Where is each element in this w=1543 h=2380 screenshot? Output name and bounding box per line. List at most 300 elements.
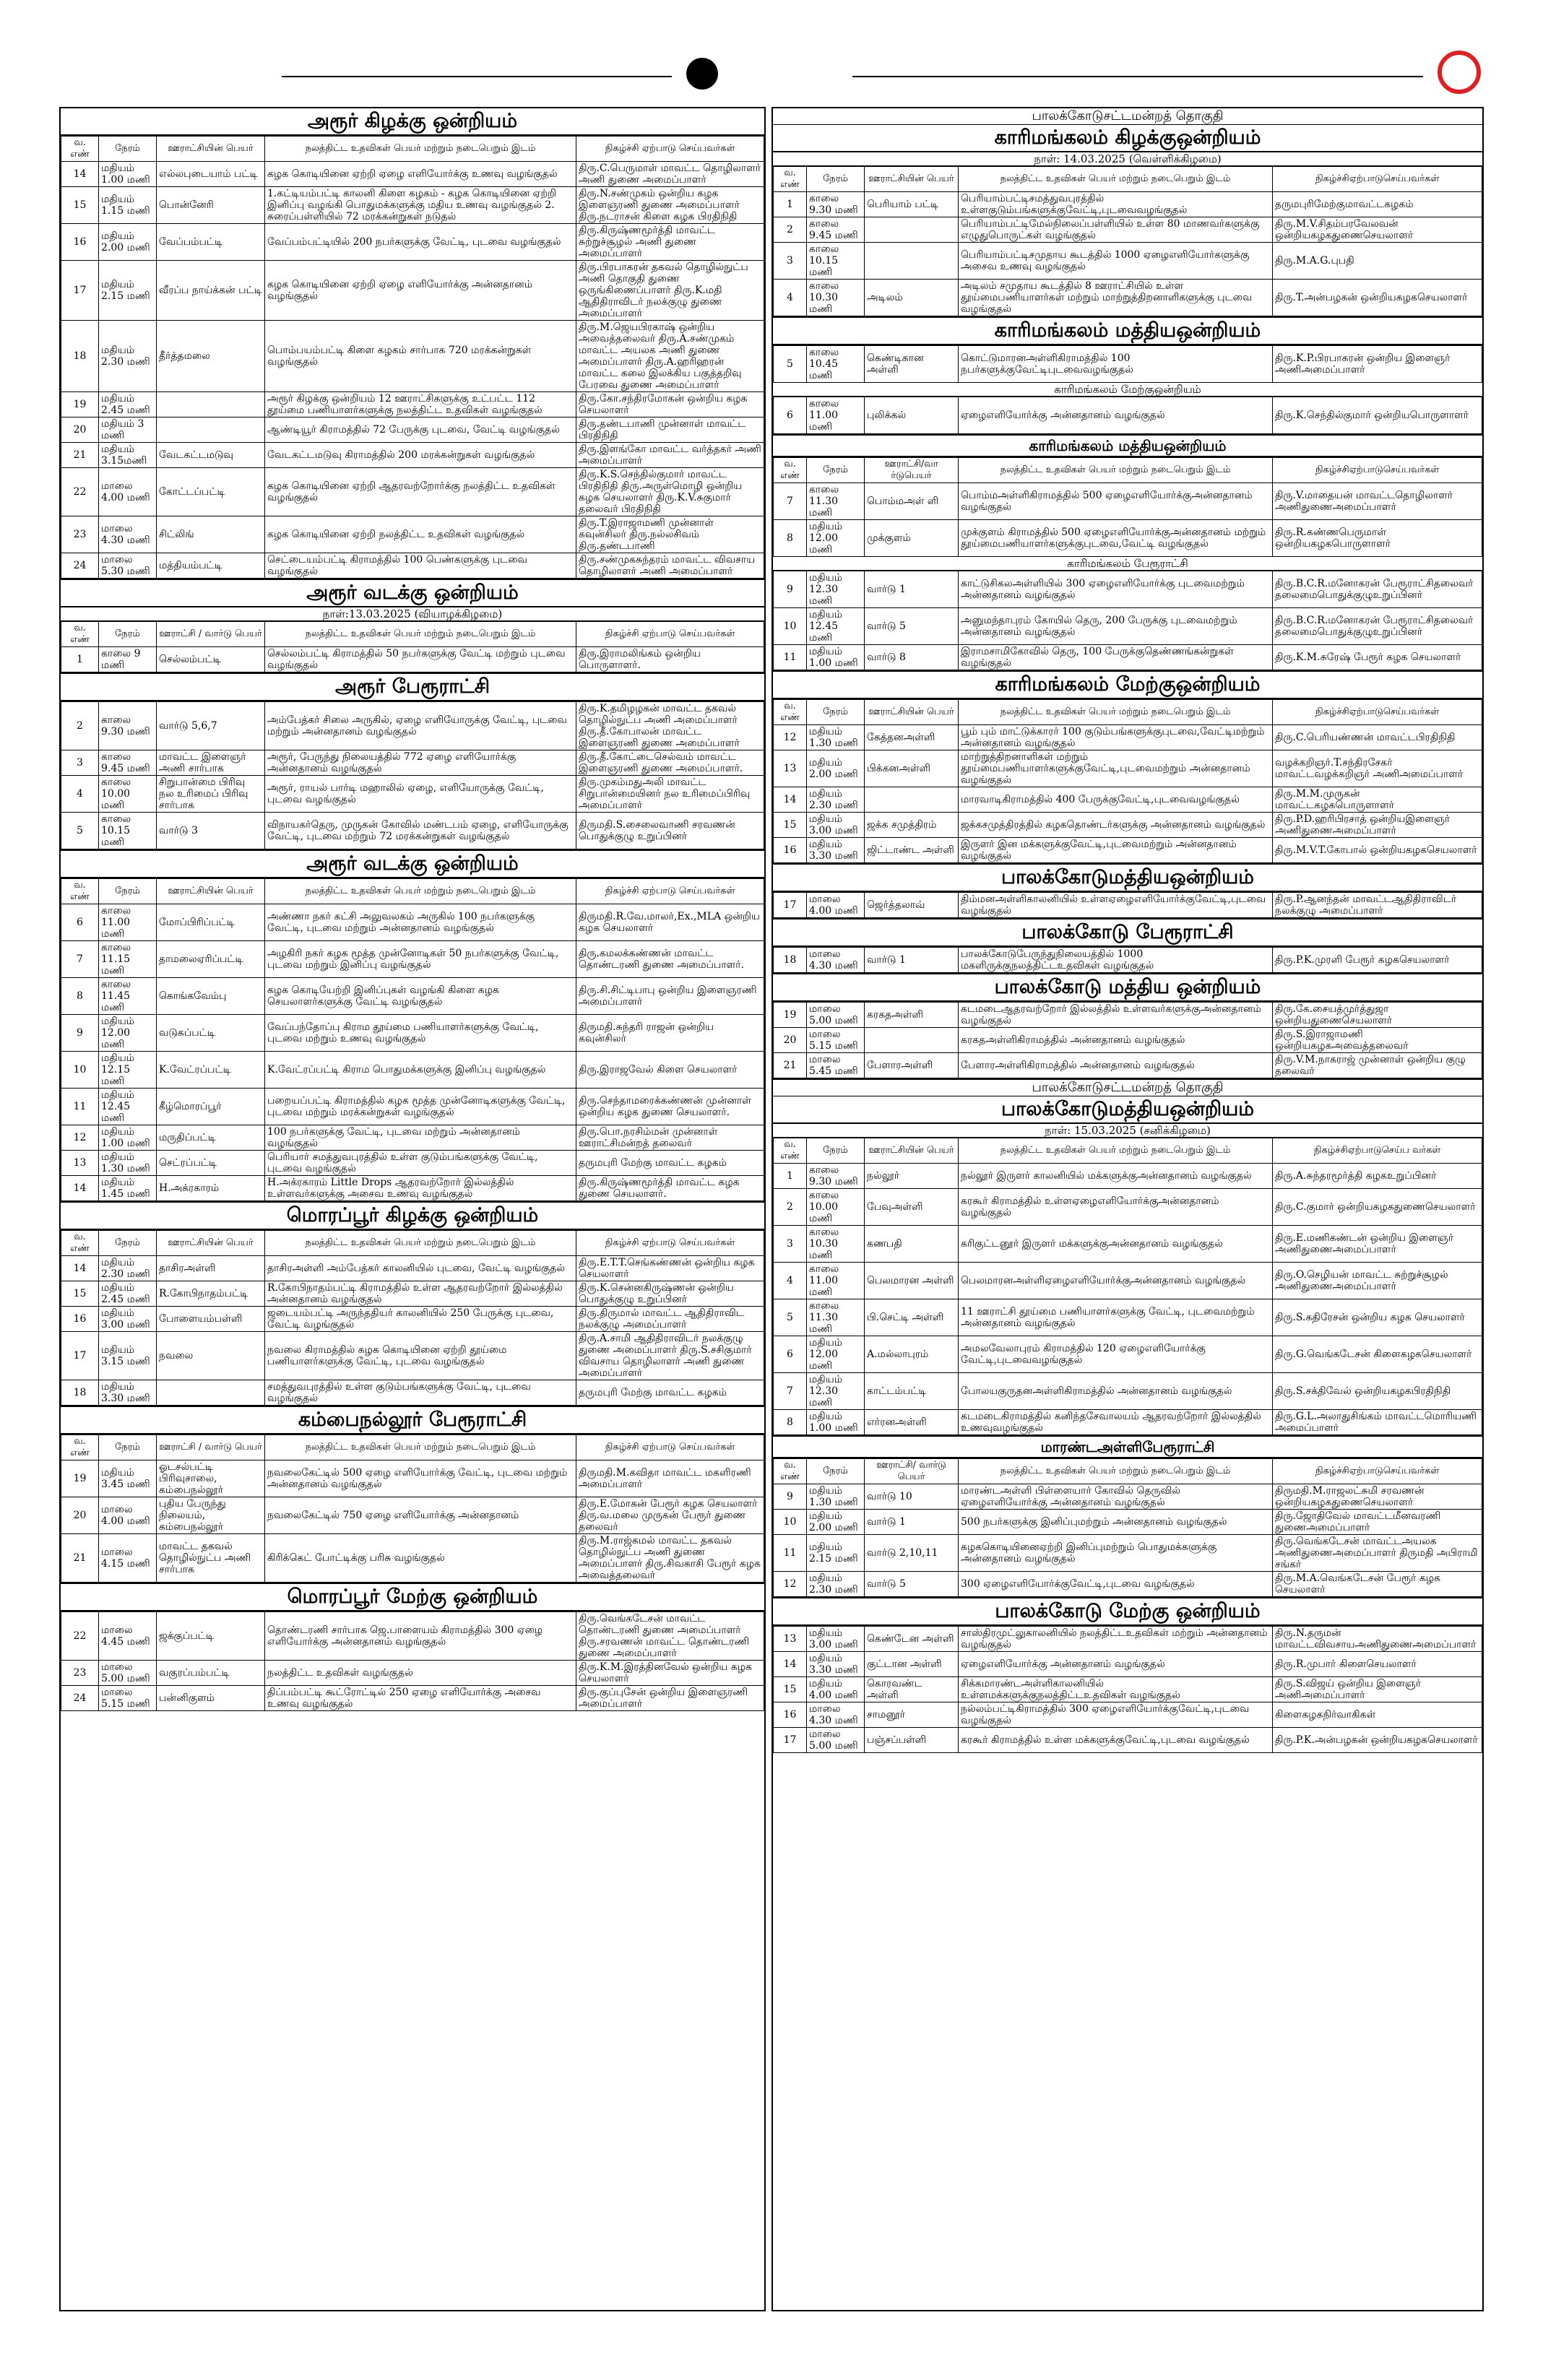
table-cell: திரு.கமலக்கண்ணன் மாவட்ட தொண்டரணி துணை அமைப்பாளர். xyxy=(576,941,764,978)
table-cell: R.கோபிநாதம்பட்டி கிராமத்தில் உள்ள ஆதரவற்றோர் இல்லத்தில் அன்னதானம் வழங்குதல் xyxy=(265,1281,576,1307)
table-cell: 2 xyxy=(774,217,807,243)
date-line: நாள்:13.03.2025 (வியாழக்கிழமை) xyxy=(61,607,764,621)
table-cell: மதியம் 3 மணி xyxy=(99,417,157,443)
column-header: நலத்திட்ட உதவிகள் பெயர் மற்றும் நடைபெறும் இடம் xyxy=(959,1459,1273,1484)
table-cell: 9 xyxy=(61,1015,99,1052)
table-row xyxy=(774,1164,1482,1189)
section xyxy=(773,670,1482,863)
schedule-table xyxy=(61,621,764,672)
table-cell: தாசிரஅள்ளி xyxy=(157,1256,265,1281)
section-title: அரூர் கிழக்கு ஒன்றியம் xyxy=(61,108,764,136)
table-cell: காலை 10.15 மணி xyxy=(99,813,157,849)
table-cell: 13 xyxy=(774,750,807,787)
table-cell: திருமதி.R.வே.மாலர்,Ex.,MLA ஒன்றிய கழக செயலாளர் xyxy=(576,904,764,941)
table-cell: கரகூர் கிராமத்தில் உள்ள மக்களுக்குவேட்டி,புடவை வழங்குதல் xyxy=(959,1728,1273,1753)
table-row xyxy=(61,1281,764,1307)
table-cell: காலை 9 மணி xyxy=(99,647,157,672)
table-cell: சிக்கமாரண்டஅள்ளிகாலனியில் உள்ளமக்களுக்குநலத்திட்டஉதவிகள் வழங்குதல் xyxy=(959,1677,1273,1702)
table-cell xyxy=(865,787,959,813)
schedule-table xyxy=(61,701,764,849)
table-cell: மதியம் 3.00 மணி xyxy=(807,813,865,838)
table-cell: எர்ரனஅள்ளி xyxy=(865,1410,959,1435)
table-cell: கரகதஅள்ளி xyxy=(865,1003,959,1028)
section-title: அரூர் வடக்கு ஒன்றியம் xyxy=(61,851,764,878)
table-cell: 11 ஊராட்சி தூய்மை பணியாளர்களுக்கு வேட்டி, புடவைமற்றும் அன்னதானம் வழங்குதல் xyxy=(959,1299,1273,1336)
table-cell: வேப்பம்பட்டியில் 200 நபர்களுக்கு வேட்டி, புடவை வழங்குதல் xyxy=(265,224,576,261)
table-cell: மதியம் 3.15 மணி xyxy=(99,1332,157,1380)
table-cell: காலை 10.45 மணி xyxy=(807,346,865,383)
table-cell: மதியம் 2.15 மணி xyxy=(807,1535,865,1572)
table-cell: புதிய பேருந்து நிலையம், கம்பைநல்லூர் xyxy=(157,1497,265,1534)
table-cell xyxy=(157,392,265,417)
table-cell: 2 xyxy=(774,1189,807,1226)
section xyxy=(61,579,764,672)
table-row xyxy=(774,838,1482,863)
table-cell: பெலமாரன அள்ளி xyxy=(865,1263,959,1299)
table-cell: போலயகுருதனஅள்ளிகிராமத்தில் அன்னதானம் வழங்குதல் xyxy=(959,1373,1273,1410)
table-cell: கோட்டப்பட்டி xyxy=(157,468,265,516)
table-cell: R.கோபிநாதம்பட்டி xyxy=(157,1281,265,1307)
table-cell: காலை 11.00 மணி xyxy=(99,904,157,941)
table-cell: செட்டையம்பட்டி கிராமத்தில் 100 பெண்களுக்கு புடவை வழங்குதல் xyxy=(265,553,576,579)
table-cell: திரு.K.தமிழழகன் மாவட்ட தகவல் தொழில்நுட்ப அணி அமைப்பாளர் திரு.தீ.கோபாலன் மாவட்ட இளைஞரணி துணை அமைப்பாளர் xyxy=(576,702,764,750)
table-cell: திருமதி.சுந்தரி ராஜன் ஒன்றிய கவுன்சிலர் xyxy=(576,1015,764,1052)
column-header: நிகழ்ச்சி ஏற்பாடு செய்பவர்கள் xyxy=(576,137,764,162)
table-cell: 19 xyxy=(774,1003,807,1028)
table-cell: திரு.தீ.கோட்டைசெல்வம் மாவட்ட இளைஞரணி துணை அமைப்பாளர். xyxy=(576,750,764,776)
table-cell: திரு.O.செழியன் மாவட்ட சுற்றுச்சூழல் அணிதுணைஅமைப்பாளர் xyxy=(1273,1263,1482,1299)
section xyxy=(773,316,1482,434)
subsection-title: காரிமங்கலம் மேற்குஒன்றியம் xyxy=(773,383,1482,397)
section xyxy=(61,1201,764,1406)
schedule-table xyxy=(773,345,1482,383)
table-row xyxy=(61,1176,764,1201)
column-header: ஊராட்சி / வார்டு பெயர் xyxy=(157,622,265,647)
column-header: நிகழ்ச்சி ஏற்பாடு செய்பவர்கள் xyxy=(576,879,764,904)
table-cell: தீர்த்தமலை xyxy=(157,321,265,392)
table-cell: போளையம்பள்ளி xyxy=(157,1307,265,1332)
section xyxy=(773,1597,1482,1753)
table-cell: 5 xyxy=(61,813,99,849)
table-cell: திரு.குப்புசேன் ஒன்றிய இளைஞரணி அமைப்பாளர் xyxy=(576,1686,764,1711)
table-cell: 23 xyxy=(61,516,99,553)
table-cell: 100 நபர்களுக்கு வேட்டி, புடவை மற்றும் அன்னதானம் வழங்குதல் xyxy=(265,1125,576,1151)
table-cell: திரு.M.V.T.கோபால் ஒன்றியகழகசெயலாளர் xyxy=(1273,838,1482,863)
table-cell: மருதிப்பட்டி xyxy=(157,1125,265,1151)
column-header: வ. எண் xyxy=(774,1138,807,1164)
table-cell: 1 xyxy=(774,192,807,217)
table-cell: 21 xyxy=(774,1053,807,1078)
table-cell: மாலை 4.45 மணி xyxy=(99,1612,157,1661)
table-cell: 17 xyxy=(61,261,99,321)
table-cell: 16 xyxy=(774,1702,807,1728)
column-header: வ. எண் xyxy=(61,1435,99,1461)
table-cell: அம்பேத்கர் சிலை அருகில், ஏழை எளியோருக்கு வேட்டி, புடவை மற்றும் அன்னதானம் வழங்குதல் xyxy=(265,702,576,750)
table-cell: மதியம் 2.00 மணி xyxy=(99,224,157,261)
table-cell: கழககொடியினைஏற்றி இனிப்புமற்றும் பொதுமக்களுக்கு அன்னதானம் வழங்குதல் xyxy=(959,1535,1273,1572)
table-cell: திரு.K.செந்தில்குமார் ஒன்றியபொருளாளர் xyxy=(1273,397,1482,434)
section-title: காரிமங்கலம் கிழக்குஒன்றியம் xyxy=(773,125,1482,152)
table-cell: ஜெர்த்தலாவ் xyxy=(865,893,959,918)
table-row xyxy=(61,813,764,849)
column-header: நேரம் xyxy=(99,137,157,162)
table-cell: காலை 9.45 மணி xyxy=(99,750,157,776)
table-cell: திரு.P.K.அன்பழகன் ஒன்றியகழகசெயலாளர் xyxy=(1273,1728,1482,1753)
table-cell: நல்லூர் இருளர் காலனியில் மக்களுக்குஅன்னதானம் வழங்குதல் xyxy=(959,1164,1273,1189)
table-cell: மாலை 5.00 மணி xyxy=(807,1728,865,1753)
table-cell: காட்டுசிகலஅள்ளியில் 300 ஏழைஎளியோர்க்கு புடவைமற்றும் அன்னதானம் வழங்குதல் xyxy=(959,571,1273,608)
section xyxy=(61,849,764,1201)
table-cell: பிக்கனஅள்ளி xyxy=(865,750,959,787)
section-title: மொரப்பூர் மேற்கு ஒன்றியம் xyxy=(61,1584,764,1611)
table-cell: செல்லம்பட்டி கிராமத்தில் 50 நபர்களுக்கு வேட்டி மற்றும் புடவை வழங்குதல் xyxy=(265,647,576,672)
table-cell: A.மல்லாபுரம் xyxy=(865,1336,959,1373)
table-cell: 1 xyxy=(61,647,99,672)
schedule-table xyxy=(773,397,1482,434)
column-header: நேரம் xyxy=(807,458,865,483)
schedule-table xyxy=(773,1626,1482,1753)
table-row xyxy=(61,553,764,579)
column-header: வ. எண் xyxy=(61,137,99,162)
table-cell: முக்குளம் கிராமத்தில் 500 ஏழைஎளியோர்க்குஅன்னதானம் மற்றும் தூய்மைபணியாளர்களுக்குபுடவை,வேட்டி வழங்குதல் xyxy=(959,520,1273,557)
table-cell: பெரியாம்பட்டிசமுதாய கூடத்தில் 1000 ஏழைஎளியோர்களுக்கு அசைவ உணவு வழங்குதல் xyxy=(959,243,1273,280)
table-cell: 15 xyxy=(61,187,99,224)
table-cell: காலை 10.30 மணி xyxy=(807,1226,865,1263)
table-cell: H.அக்ரகாரம் Little Drops ஆதரவற்றோர் இல்லத்தில் உள்ளவர்களுக்கு அசைவ உணவு வழங்குதல் xyxy=(265,1176,576,1201)
table-row xyxy=(774,1189,1482,1226)
table-cell: வீரப்ப நாய்க்கன் பட்டி xyxy=(157,261,265,321)
table-cell: 4 xyxy=(61,776,99,813)
table-header-row xyxy=(774,700,1482,725)
section xyxy=(773,434,1482,670)
table-cell: 17 xyxy=(61,1332,99,1380)
section-title: பாலக்கோடு மேற்கு ஒன்றியம் xyxy=(773,1598,1482,1626)
table-row xyxy=(61,941,764,978)
table-row xyxy=(61,1686,764,1711)
table-cell: திப்பம்பட்டி கூட்ரோட்டில் 250 ஏழை எளியோர்க்கு அசைவ உணவு வழங்குதல் xyxy=(265,1686,576,1711)
column-header: நேரம் xyxy=(807,700,865,725)
section-title: பாலக்கோடு மத்திய ஒன்றியம் xyxy=(773,974,1482,1002)
table-row xyxy=(774,1484,1482,1510)
table-cell: அடிலம் சமுதாய கூடத்தில் 8 ஊராட்சியில் உள்ள தூய்மைபணியாளர்கள் மற்றும் மாற்றுத்திறனாளிகளுக்கு புடவை வழங்குதல் xyxy=(959,280,1273,316)
table-cell: கடமடைகிராமத்தில் கனிந்தசேவாலயம் ஆதரவற்றோர் இல்லத்தில் உணவுவழங்குதல் xyxy=(959,1410,1273,1435)
table-cell: திரு.B.C.R.மனோகரன் பேரூராட்சிதலைவர் தலைமைபொதுக்குழுஉறுப்பினர் xyxy=(1273,571,1482,608)
table-row xyxy=(774,1263,1482,1299)
table-cell: மாலை 5.15 மணி xyxy=(807,1028,865,1053)
table-row xyxy=(774,948,1482,973)
table-cell: ஆண்டியூர் கிராமத்தில் 72 பேருக்கு புடவை, வேட்டி வழங்குதல் xyxy=(265,417,576,443)
column-header: நலத்திட்ட உதவிகள் பெயர் மற்றும் நடைபெறும் இடம் xyxy=(959,700,1273,725)
table-cell: மத்தியம்பட்டி xyxy=(157,553,265,579)
table-cell: K.வேட்ரப்பட்டி கிராம பொதுமக்களுக்கு இனிப்பு வழங்குதல் xyxy=(265,1052,576,1089)
table-cell: சிறுபான்மை பிரிவு நல உரிமைப் பிரிவு சார்பாக xyxy=(157,776,265,813)
table-cell: பேளாரஅள்ளிகிராமத்தில் அன்னதானம் வழங்குதல் xyxy=(959,1053,1273,1078)
table-cell: திரு.N.சண்முகம் ஒன்றிய கழக இளைஞரணி துணை அமைப்பாளர் திரு.நடராசன் கிளை கழக பிரதிநிதி xyxy=(576,187,764,224)
table-cell: திரு.A.சுந்தரமூர்த்தி கழகஉறுப்பினர் xyxy=(1273,1164,1482,1189)
table-cell: திரு.E.மோகன் பேரூர் கழக செயலாளர் திரு.வ.மலை முருகன் பேரூர் துணை தலைவர் xyxy=(576,1497,764,1534)
section xyxy=(773,863,1482,918)
table-cell: திரு.பிரபாகரன் தகவல் தொழில்நுட்ப அணி தொகுதி துணை ஒருங்கிணைப்பாளர் திரு.K.மதி ஆதிதிராவிடர் நலக்குழு துணை அமைப்பாளர் xyxy=(576,261,764,321)
table-cell: 21 xyxy=(61,443,99,468)
section-title: பாலக்கோடு பேரூராட்சி xyxy=(773,919,1482,947)
table-cell: காலை 9.30 மணி xyxy=(807,192,865,217)
schedule-table xyxy=(773,699,1482,863)
table-cell: 6 xyxy=(61,904,99,941)
table-row xyxy=(61,1015,764,1052)
table-cell: 7 xyxy=(774,483,807,520)
table-cell: திரு.E.T.T.செங்கண்ணன் ஒன்றிய கழக செயலாளர் xyxy=(576,1256,764,1281)
table-cell: காலை 9.45 மணி xyxy=(807,217,865,243)
table-cell: மதியம் 1.45 மணி xyxy=(99,1176,157,1201)
table-cell: பன்னிகுளம் xyxy=(157,1686,265,1711)
table-cell: திரு.கிருஷ்ணமூர்த்தி மாவட்ட கழக துணை செயலாளர். xyxy=(576,1176,764,1201)
table-cell: 3 xyxy=(774,1226,807,1263)
column-header: நிகழ்ச்சி ஏற்பாடு செய்பவர்கள் xyxy=(576,1231,764,1256)
schedule-table xyxy=(61,1611,764,1711)
table-cell xyxy=(865,243,959,280)
table-cell: திரு.P.D.ஹரிபிரசாத் ஒன்றியஇளைஞர் அணிதுணைஅமைப்பாளர் xyxy=(1273,813,1482,838)
table-cell: திரு.K.M.சுரேஷ் பேரூர் கழக செயலாளர் xyxy=(1273,645,1482,670)
column-header: நேரம் xyxy=(807,1459,865,1484)
table-cell: மதியம் 2.00 மணி xyxy=(807,1510,865,1535)
table-cell: திரு.V.M.நாகராஜ் முன்னாள் ஒன்றிய குழு தலைவர் xyxy=(1273,1053,1482,1078)
table-cell: அரூர், பேருந்து நிலையத்தில் 772 ஏழை எளியோர்க்கு அன்னதானம் வழங்குதல் xyxy=(265,750,576,776)
table-cell: காலை 11.30 மணி xyxy=(807,1299,865,1336)
table-cell: கழக கொடியினை ஏற்றி நலத்திட்ட உதவிகள் வழங்குதல் xyxy=(265,516,576,553)
column-header: வ. எண் xyxy=(61,879,99,904)
table-cell: முக்குளம் xyxy=(865,520,959,557)
table-cell: 500 நபர்களுக்கு இனிப்புமற்றும் அன்னதானம் வழங்குதல் xyxy=(959,1510,1273,1535)
table-cell: மதியம் 2.45 மணி xyxy=(99,392,157,417)
table-cell: வேடகட்டமடுவு xyxy=(157,443,265,468)
table-row xyxy=(774,725,1482,750)
table-cell: மதியம் 4.00 மணி xyxy=(807,1677,865,1702)
section xyxy=(61,1406,764,1583)
table-row xyxy=(774,893,1482,918)
table-cell: வார்டு 8 xyxy=(865,645,959,670)
table-cell: மதியம் 1.00 மணி xyxy=(807,645,865,670)
table-cell: 5 xyxy=(774,1299,807,1336)
section-title: காரிமங்கலம் மேற்குஒன்றியம் xyxy=(773,672,1482,699)
section-title: அரூர் பேரூராட்சி xyxy=(61,674,764,701)
table-cell: திரு.வெங்கடேசன் மாவட்ட தொண்டரணி துணை அமைப்பாளர் திரு.சரவணன் மாவட்ட தொண்டரணி துணை அமைப்பாளர் xyxy=(576,1612,764,1661)
table-cell: மதியம் 3.00 மணி xyxy=(99,1307,157,1332)
table-cell: மதியம் 12.00 மணி xyxy=(807,1336,865,1373)
column-header: நலத்திட்ட உதவிகள் பெயர் மற்றும் நடைபெறும் இடம் xyxy=(265,879,576,904)
table-cell: திரு.கிருஷ்ணமூர்த்தி மாவட்ட சுற்றுச்சூழல் அணி துணை அமைப்பாளர் xyxy=(576,224,764,261)
table-cell: செட்ரப்பட்டி xyxy=(157,1151,265,1176)
table-cell: 14 xyxy=(61,1176,99,1201)
schedule-table xyxy=(773,457,1482,557)
schedule-table xyxy=(773,892,1482,918)
table-cell: மதியம் 1.00 மணி xyxy=(807,1410,865,1435)
table-cell: 12 xyxy=(774,1572,807,1597)
table-cell: பெரியாம்பட்டிசமத்துவபுரத்தில் உள்ளகுடும்பங்களுக்குவேட்டி,புடவைவழங்குதல் xyxy=(959,192,1273,217)
table-cell: திரு.M.A.வெங்கடேசன் பேரூர் கழக செயலாளர் xyxy=(1273,1572,1482,1597)
table-cell: 7 xyxy=(61,941,99,978)
table-cell: 5 xyxy=(774,346,807,383)
table-row xyxy=(774,346,1482,383)
column-header: ஊராட்சியின் பெயர் xyxy=(157,137,265,162)
table-row xyxy=(774,520,1482,557)
table-header-row xyxy=(774,167,1482,192)
table-cell: கடமடைஆதரவற்றோர் இல்லத்தில் உள்ளவர்களுக்குஅன்னதானம் வழங்குதல் xyxy=(959,1003,1273,1028)
table-cell: மதியம் 1.30 மணி xyxy=(807,725,865,750)
table-cell: K.வேட்ரப்பட்டி xyxy=(157,1052,265,1089)
table-cell: வேப்பம்பட்டி xyxy=(157,224,265,261)
table-cell: மதியம் 12.30 மணி xyxy=(807,571,865,608)
table-cell: தாசிரஅள்ளி அம்பேத்கர் காலனியில் புடவை, வேட்டி வழங்குதல் xyxy=(265,1256,576,1281)
table-row xyxy=(61,468,764,516)
table-cell: ஓடசல்பட்டி பிரிவுசாலை, கம்பைநல்லூர் xyxy=(157,1461,265,1497)
schedule-table xyxy=(61,1230,764,1406)
table-row xyxy=(774,243,1482,280)
table-cell: அரூர், ராயல் பார்டி மஹாலில் ஏழை, எளியோருக்கு வேட்டி, புடவை வழங்குதல் xyxy=(265,776,576,813)
table-row xyxy=(61,776,764,813)
table-cell: 16 xyxy=(61,224,99,261)
table-cell: கரகூர் கிராமத்தில் உள்ளஏழைஎளியோர்க்குஅன்னதானம் வழங்குதல் xyxy=(959,1189,1273,1226)
table-cell: மதியம் 2.30 மணி xyxy=(807,1572,865,1597)
table-cell: வார்டு 5 xyxy=(865,608,959,645)
table-cell: மதியம் 2.30 மணி xyxy=(807,787,865,813)
table-row xyxy=(774,645,1482,670)
section xyxy=(61,672,764,849)
schedule-table xyxy=(61,878,764,1201)
table-row xyxy=(774,1702,1482,1728)
table-cell: விநாயகர்தெரு, முருகன் கோவில் மண்டபம் ஏழை, எளியோருக்கு வேட்டி, புடவை மற்றும் 72 மரக்கன்றுகள் வழங்குதல் xyxy=(265,813,576,849)
table-cell: மதியம் 2.30 மணி xyxy=(99,321,157,392)
section-title: மாரண்டஅள்ளிபேரூராட்சி xyxy=(773,1437,1482,1458)
table-cell: திரு.M.V.சிதம்பரவேலவன் ஒன்றியகழகதுணைசெயலாளர் xyxy=(1273,217,1482,243)
table-cell: பொம்மஅள்ளிகிராமத்தில் 500 ஏழைஎளியோர்க்குஅன்னதானம் வழங்குதல் xyxy=(959,483,1273,520)
table-cell: 20 xyxy=(61,417,99,443)
table-header-row xyxy=(61,1435,764,1461)
table-cell: வார்டு 2,10,11 xyxy=(865,1535,959,1572)
column-header: வ. எண் xyxy=(774,1459,807,1484)
table-row xyxy=(774,1003,1482,1028)
table-row xyxy=(774,1652,1482,1677)
table-cell: காலை 11.30 மணி xyxy=(807,483,865,520)
table-cell: காலை 11.00 மணி xyxy=(807,397,865,434)
table-cell: வார்டு 1 xyxy=(865,948,959,973)
party-logo-icon xyxy=(686,58,718,90)
table-cell: 4 xyxy=(774,1263,807,1299)
table-cell: கீழ்மொரப்பூர் xyxy=(157,1089,265,1125)
table-cell: பொம்பயம்பட்டி கிளை கழகம் சார்பாக 720 மரக்கன்றுகள் வழங்குதல் xyxy=(265,321,576,392)
table-cell: வார்டு 3 xyxy=(157,813,265,849)
column-header: ஊராட்சியின் பெயர் xyxy=(865,167,959,192)
table-cell: வார்டு 10 xyxy=(865,1484,959,1510)
section-title: பாலக்கோடுமத்தியஒன்றியம் xyxy=(773,1096,1482,1124)
table-row xyxy=(61,1332,764,1380)
table-cell: ஜக்க சமுத்திரம் xyxy=(865,813,959,838)
table-cell: திரு.E.மணிகண்டன் ஒன்றிய இளைஞர் அணிதுணைஅமைப்பாளர் xyxy=(1273,1226,1482,1263)
table-header-row xyxy=(61,879,764,904)
table-cell: 17 xyxy=(774,893,807,918)
table-cell: திரு.கோ.சந்திரமோகன் ஒன்றிய கழக செயலாளர் xyxy=(576,392,764,417)
column-header: வ. எண் xyxy=(61,1231,99,1256)
table-cell: திரு.N.தருமன் மாவட்டவிவசாயஅணிதுணைஅமைப்பாளர் xyxy=(1273,1627,1482,1652)
table-cell: பெரியார் சமத்துவபுரத்தில் உள்ள குடும்பங்களுக்கு வேட்டி, புடவை வழங்குதல் xyxy=(265,1151,576,1176)
table-cell: 15 xyxy=(61,1281,99,1307)
table-cell: வேப்பந்தோப்பு கிராம தூய்மை பணியாளர்களுக்கு வேட்டி, புடவை மற்றும் உணவு வழங்குதல் xyxy=(265,1015,576,1052)
table-cell: பேவுஅள்ளி xyxy=(865,1189,959,1226)
table-cell: 22 xyxy=(61,1612,99,1661)
table-cell: இராமசாமிகோவில் தெரு, 100 பேருக்குதெண்ணங்கன்றுகள் வழங்குதல் xyxy=(959,645,1273,670)
table-cell: நலத்திட்ட உதவிகள் வழங்குதல் xyxy=(265,1661,576,1686)
table-cell: 6 xyxy=(774,1336,807,1373)
table-cell: 6 xyxy=(774,397,807,434)
table-cell: குட்டான அள்ளி xyxy=(865,1652,959,1677)
table-row xyxy=(774,1336,1482,1373)
table-cell: 18 xyxy=(61,321,99,392)
table-row xyxy=(774,1226,1482,1263)
table-cell: 20 xyxy=(774,1028,807,1053)
table-cell: 1 xyxy=(774,1164,807,1189)
table-cell: 13 xyxy=(774,1627,807,1652)
table-cell: மாரண்டஅள்ளி பிள்ளையார் கோவில் தெருவில் ஏழைஎளியோர்க்கு அன்னதானம் வழங்குதல் xyxy=(959,1484,1273,1510)
column-header: நேரம் xyxy=(807,167,865,192)
table-cell: வகுரப்பம்பட்டி xyxy=(157,1661,265,1686)
table-cell: திரு.M.M.முருகன் மாவட்டகழகபொருளாளர் xyxy=(1273,787,1482,813)
table-cell: 20 xyxy=(61,1497,99,1534)
column-header: நலத்திட்ட உதவிகள் பெயர் மற்றும் நடைபெறும் இடம் xyxy=(265,622,576,647)
table-row xyxy=(774,1535,1482,1572)
table-cell: 8 xyxy=(774,1410,807,1435)
table-cell: தருமபுரி மேற்கு மாவட்ட கழகம் xyxy=(576,1151,764,1176)
table-row xyxy=(61,187,764,224)
left-column xyxy=(59,107,766,2311)
table-cell: 9 xyxy=(774,1484,807,1510)
table-cell: காலை 10.15 மணி xyxy=(807,243,865,280)
schedule-table xyxy=(61,1435,764,1583)
table-cell: 3 xyxy=(774,243,807,280)
table-row xyxy=(774,483,1482,520)
table-cell: பூம் பும் மாட்டுக்காரர் 100 குடும்பங்களுக்குபுடவை,வேட்டிமற்றும் அன்னதானம் வழங்குதல் xyxy=(959,725,1273,750)
table-row xyxy=(61,904,764,941)
table-cell: திரு.M.ராஜ்கமல் மாவட்ட தகவல் தொழில்நுட்ப அணி துணை அமைப்பாளர் திரு.சிவகாசி பேரூர் கழக அவைத்தலைவர் xyxy=(576,1534,764,1583)
table-cell: திரு.R.முபார் கிளைசெயலாளர் xyxy=(1273,1652,1482,1677)
table-cell: 19 xyxy=(61,1461,99,1497)
table-cell: மதியம் 12.15 மணி xyxy=(99,1052,157,1089)
table-cell: மாலை 4.15 மணி xyxy=(99,1534,157,1583)
column-header: நலத்திட்ட உதவிகள் பெயர் மற்றும் நடைபெறும் இடம் xyxy=(959,458,1273,483)
table-cell: மோப்பிரிப்பட்டி xyxy=(157,904,265,941)
table-cell: பறையப்பட்டி கிராமத்தில் கழக மூத்த முன்னோடிகளுக்கு வேட்டி, புடவை மற்றும் மரக்கன்றுகள் வழங்குதல் xyxy=(265,1089,576,1125)
table-cell: 4 xyxy=(774,280,807,316)
table-cell: மாலை 5.00 மணி xyxy=(807,1003,865,1028)
table-cell: ஜக்குப்பட்டி xyxy=(157,1612,265,1661)
table-cell: மதியம் 1.15 மணி xyxy=(99,187,157,224)
table-cell: அனுமந்தாபுரம் கோயில் தெரு, 200 பேருக்கு புடவைமற்றும் அன்னதானம் வழங்குதல் xyxy=(959,608,1273,645)
table-cell: 19 xyxy=(61,392,99,417)
table-cell: திரு.T.இராஜாமணி முன்னாள் கவுன்சிலர் திரு.நல்லசிவம் திரு.தண்டபாணி xyxy=(576,516,764,553)
table-cell: சாஸ்திரமுட்லுகாலனியில் நலத்திட்டஉதவிகள் மற்றும் அன்னதானம் வழங்குதல் xyxy=(959,1627,1273,1652)
table-cell: சாமனூர் xyxy=(865,1702,959,1728)
column-header: ஊராட்சி / வார்டு பெயர் xyxy=(157,1435,265,1461)
table-row xyxy=(774,1299,1482,1336)
table-cell: 12 xyxy=(774,725,807,750)
table-row xyxy=(61,392,764,417)
table-cell: மதியம் 2.15 மணி xyxy=(99,261,157,321)
table-cell: 300 ஏழைஎளியோர்க்குவேட்டி,புடவை வழங்குதல் xyxy=(959,1572,1273,1597)
column-header: ஊராட்சியின் பெயர் xyxy=(865,700,959,725)
table-row xyxy=(774,1728,1482,1753)
table-row xyxy=(61,1534,764,1583)
column-header: நலத்திட்ட உதவிகள் பெயர் மற்றும் நடைபெறும் இடம் xyxy=(265,137,576,162)
table-cell: தருமபுரி மேற்கு மாவட்ட கழகம் xyxy=(576,1380,764,1406)
table-cell: காலை 10.30 மணி xyxy=(807,280,865,316)
